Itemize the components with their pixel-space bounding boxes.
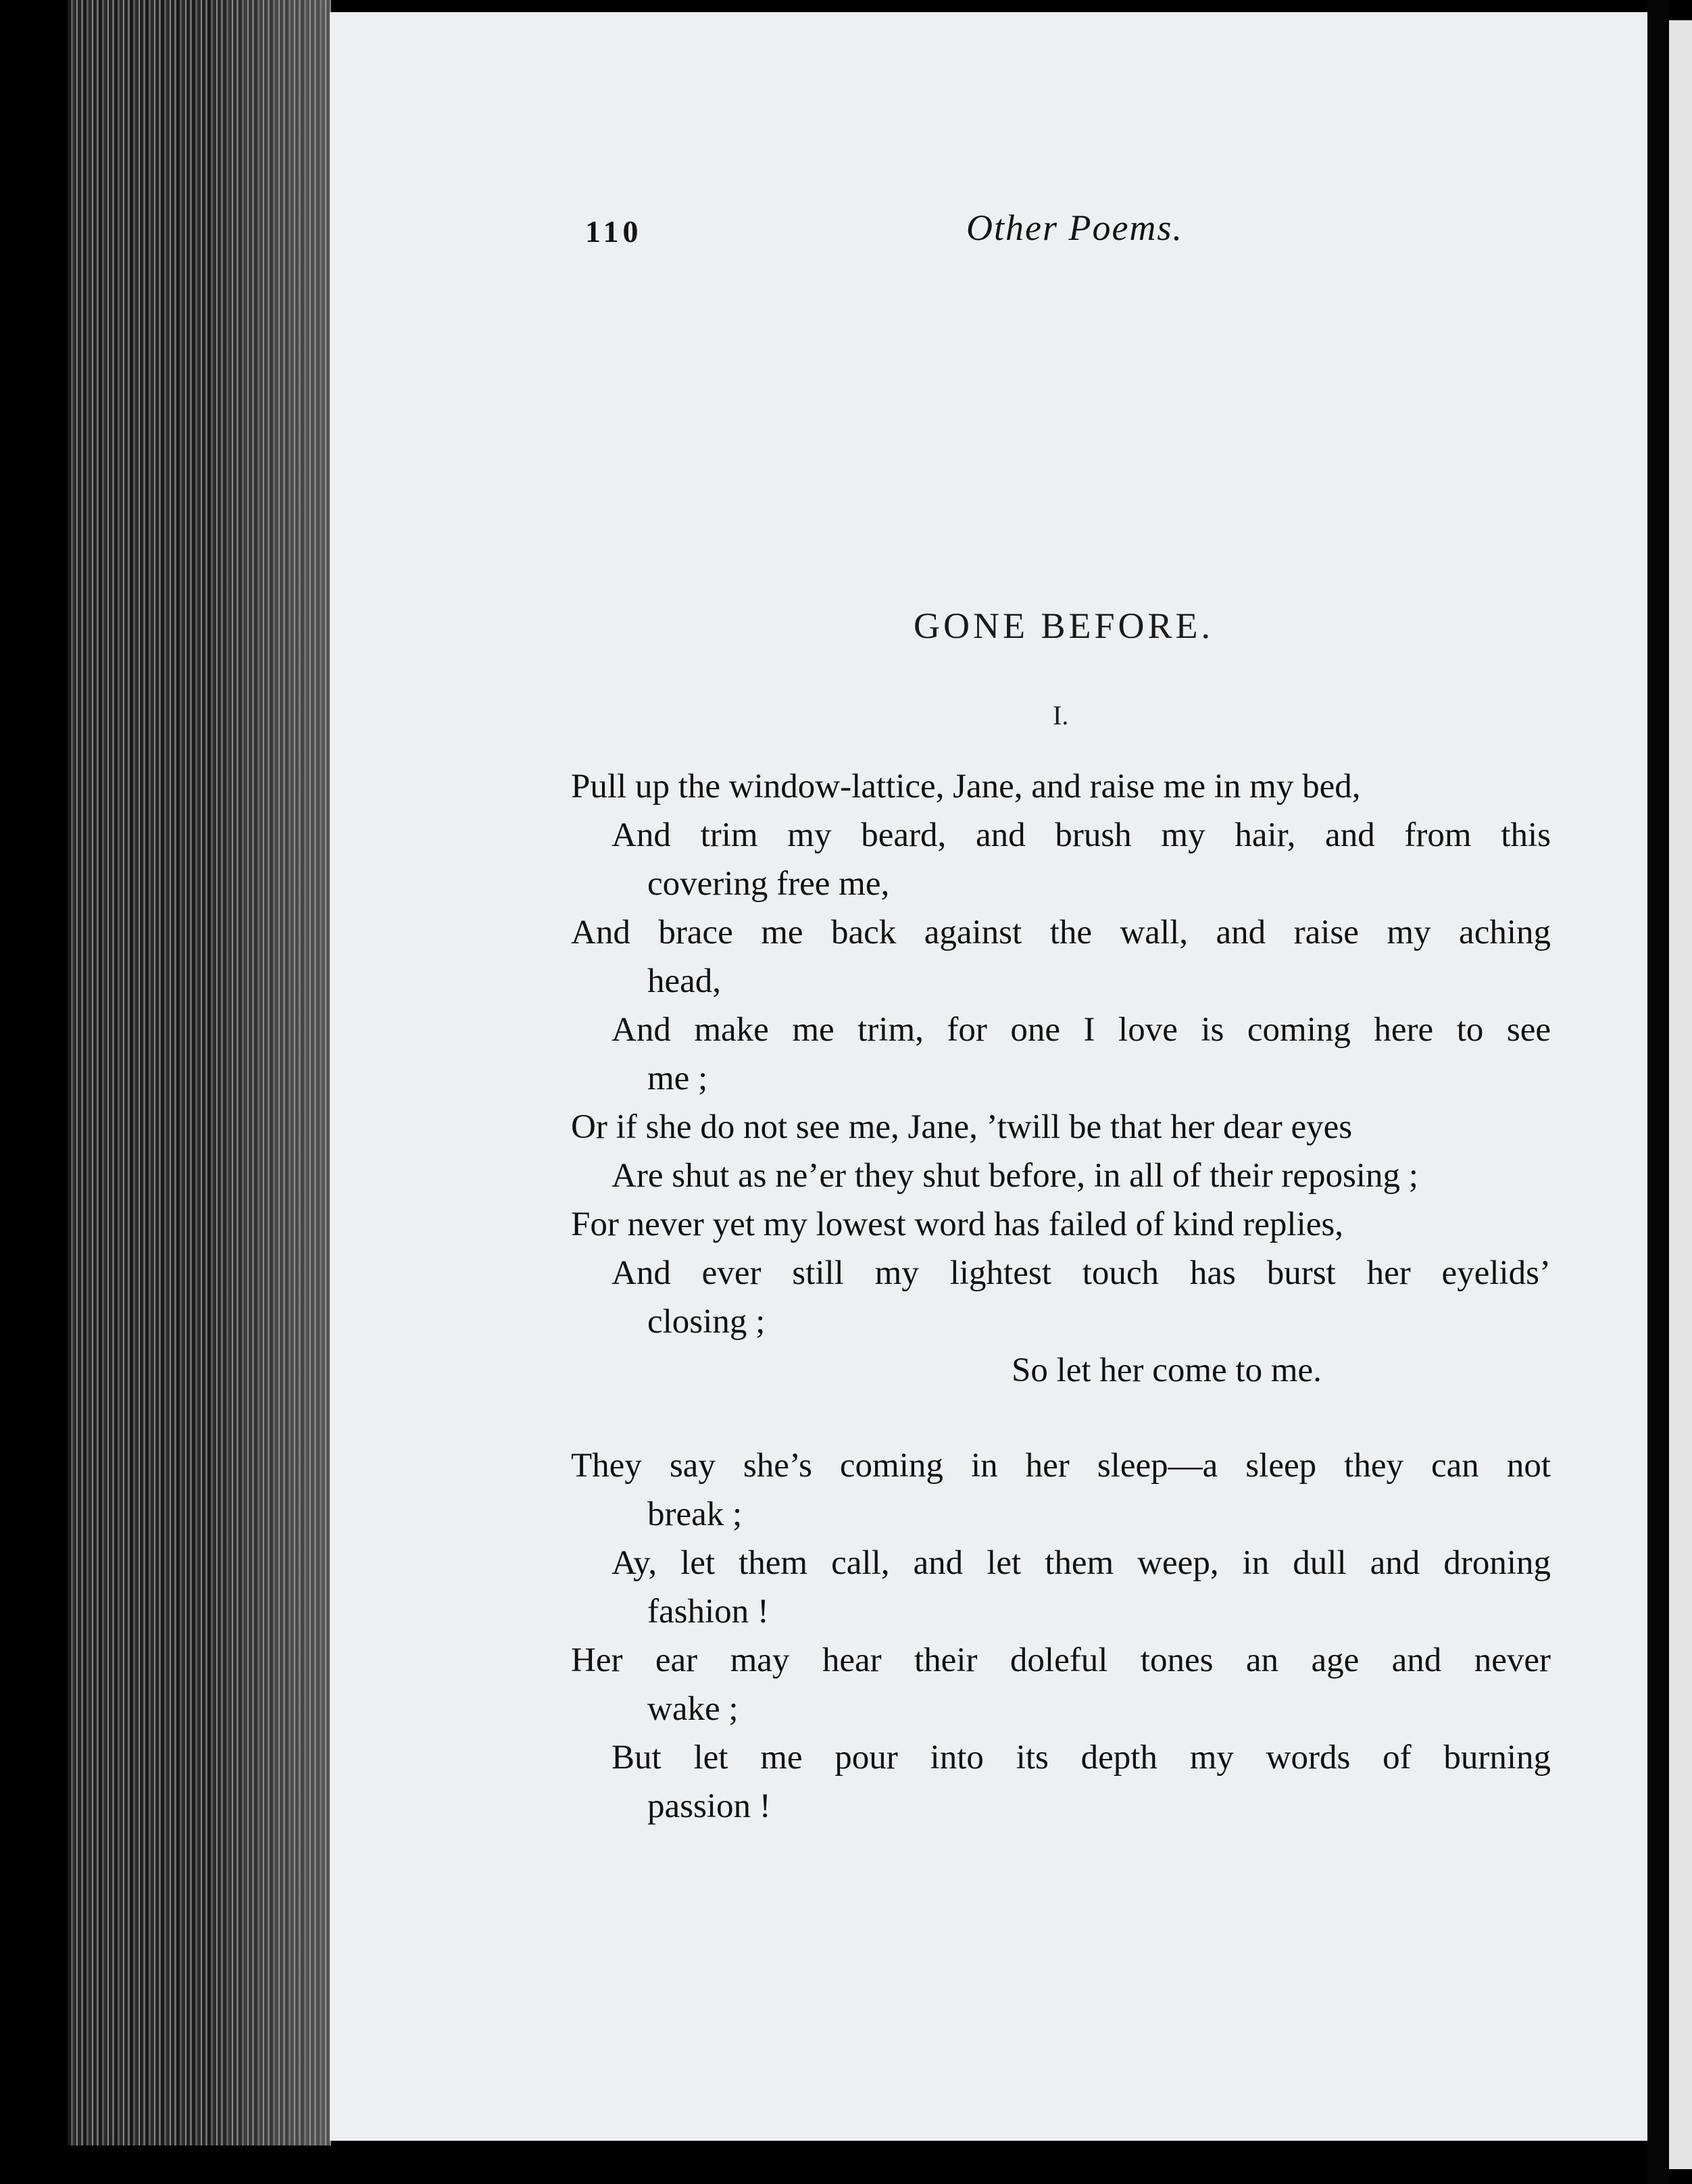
poem-line: And ever still my lightest touch has burst her eyelids’ [612, 1254, 1551, 1292]
poem-line: Are shut as ne’er they shut before, in all of their reposing ; [612, 1157, 1418, 1195]
poem-line: covering free me, [647, 865, 890, 903]
poem-line: But let me pour into its depth my words of burning [612, 1739, 1551, 1777]
poem-line: break ; [647, 1495, 743, 1533]
poem-line: fashion ! [647, 1593, 769, 1631]
poem-line: head, [647, 962, 722, 1000]
poem-line: Ay, let them call, and let them weep, in dull and droning [612, 1544, 1551, 1582]
poem-line: wake ; [647, 1690, 739, 1728]
stanza-1 [571, 762, 1551, 1395]
poem-line: passion ! [647, 1787, 771, 1825]
page-number: 110 [585, 214, 643, 249]
poem-line: Pull up the window-lattice, Jane, and raise me in my bed, [571, 768, 1361, 805]
poem-line: And make me trim, for one I love is coming here to see [612, 1011, 1551, 1049]
poem-line: Her ear may hear their doleful tones an age and never [571, 1641, 1551, 1679]
poem-line: Or if she do not see me, Jane, ’twill be that her dear eyes [571, 1108, 1353, 1146]
poem-line: me ; [647, 1060, 708, 1097]
poem-line: And brace me back against the wall, and raise my aching [571, 914, 1551, 951]
running-head: Other Poems. [966, 207, 1183, 248]
poem-line: And trim my beard, and brush my hair, and from this [612, 816, 1551, 854]
facing-page-edge [1669, 20, 1692, 2169]
poem-refrain: So let her come to me. [1012, 1351, 1322, 1389]
scan-gutter [1647, 0, 1669, 2184]
poem-title: GONE BEFORE. [914, 605, 1214, 646]
section-numeral: I. [1053, 700, 1069, 730]
poem-line: For never yet my lowest word has failed of kind replies, [571, 1206, 1343, 1243]
poem-line: They say she’s coming in her sleep—a sleep they can not [571, 1447, 1551, 1485]
poem-line: closing ; [647, 1303, 766, 1341]
page-edges-shading [216, 0, 331, 2145]
stanza-2 [571, 1441, 1551, 1831]
